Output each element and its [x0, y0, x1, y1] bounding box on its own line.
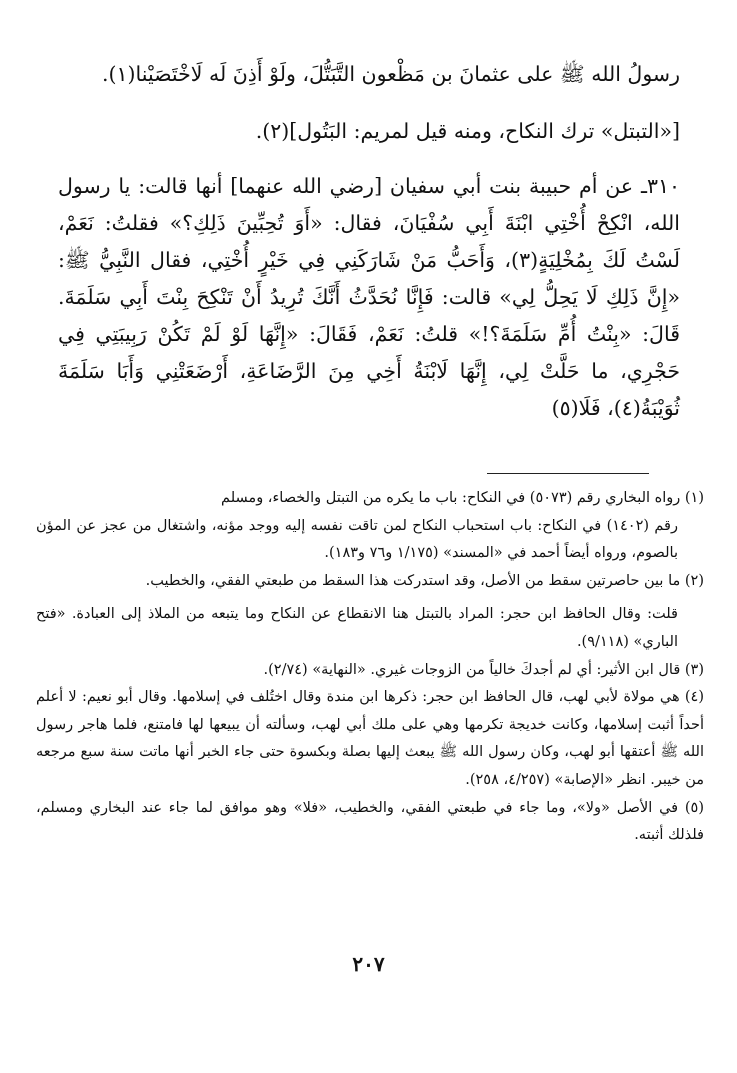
- hadith-text: ٣١٠ـ عن أم حبيبة بنت أبي سفيان [رضي الله عنهما] أنها قالت: يا رسول الله، انْكِحْ أُخْتِي ابْنَةَ أَبِي سُفْيَانَ، فقال: «أَوَ تُحِبِّينَ ذَلِكِ؟» فقلتُ: نَعَمْ، لَسْتُ لَكَ بِمُخْلِيَةٍ(٣)، وَأَحَبُّ مَنْ شَارَكَنِي فِي خَيْرٍ أُخْتِي، فقال النَّبِيُّ ﷺ: «إِنَّ ذَلِكِ لَا يَحِلُّ لِي» قالت: فَإِنَّا نُحَدَّثُ أَنَّكَ تُرِيدُ أَنْ تَنْكِحَ بِنْتَ أَبِي سَلَمَةَ. قَالَ: «بِنْتُ أُمِّ سَلَمَةَ؟!» قلتُ: نَعَمْ، فَقَالَ: «إِنَّهَا لَوْ لَمْ تَكُنْ رَبِيبَتِي فِي حَجْرِي، ما حَلَّتْ لِي، إِنَّهَا لَابْنَةُ أَخِي مِنَ الرَّضَاعَةِ، أَرْضَعَتْنِي وَأَبَا سَلَمَةَ ثُوَيْبَةُ(٤)، فَلَا(٥): [58, 174, 680, 420]
- footnote-3: (٣) قال ابن الأثير: أي لم أجدكَ خالياً من الزوجات غيري. «النهاية» (٢/٧٤).: [263, 661, 704, 678]
- main-text-top: [58, 56, 680, 93]
- footnote-4: (٤) هي مولاة لأبي لهب، قال الحافظ ابن حجر: ذكرها ابن مندة وقال اختُلف في إسلامها. وقال أبو نعيم: لا أعلم أحداً أثبت إسلامها، وكانت خديجة تكرمها وهي على ملك أبي لهب، وسألته أن يبيعها لها فامتنع، فلما هاجر رسول الله ﷺ أعتقها أبو لهب، وكان رسول الله ﷺ يبعث إليها بصلة وبكسوة حتى جاء الخبر أنها ماتت سنة سبع مرجعه من خيبر. انظر «الإصابة» (٤/٢٥٧، ٢٥٨).: [36, 689, 704, 788]
- footnote-divider: [487, 473, 649, 474]
- main-line-2: [«التبتل» ترك النكاح، ومنه قيل لمريم: البَتُول](٢).: [255, 119, 680, 143]
- main-text-definition: [58, 113, 680, 150]
- hadith-310: [58, 168, 680, 427]
- footnote-2-note: قلت: وقال الحافظ ابن حجر: المراد بالتبتل هنا الانقطاع عن النكاح وما يتبعه من الملاذ إلى العبادة. «فتح الباري» (٩/١١٨).: [36, 606, 678, 650]
- page-number: ٢٠٧: [352, 952, 385, 976]
- footnote-5: (٥) في الأصل «ولا»، وما جاء في طبعتي الفقي، والخطيب، «فلا» وهو موافق لما جاء عند البخاري ومسلم، فلذلك أثبته.: [36, 799, 704, 844]
- footnote-1-continued: رقم (١٤٠٢) في النكاح: باب استحباب النكاح لمن تاقت نفسه إليه ووجد مؤنه، واشتغال من عجز عن المؤن بالصوم، ورواه أيضاً أحمد في «المسند» (١/١٧٥ و٧٦ و١٨٣).: [36, 517, 678, 562]
- footnote-1: (١) رواه البخاري رقم (٥٠٧٣) في النكاح: باب ما يكره من التبتل والخصاء، ومسلم: [221, 490, 704, 506]
- main-line-1: رسولُ الله ﷺ على عثمانَ بن مَظْعون التَّبَتُّلَ، ولَوْ أَذِنَ لَه لَاخْتَصَيْنا(١).: [101, 62, 680, 86]
- footnotes: [36, 485, 704, 850]
- footnote-2: (٢) ما بين حاصرتين سقط من الأصل، وقد استدركت هذا السقط من طبعتي الفقي، والخطيب.: [145, 572, 704, 589]
